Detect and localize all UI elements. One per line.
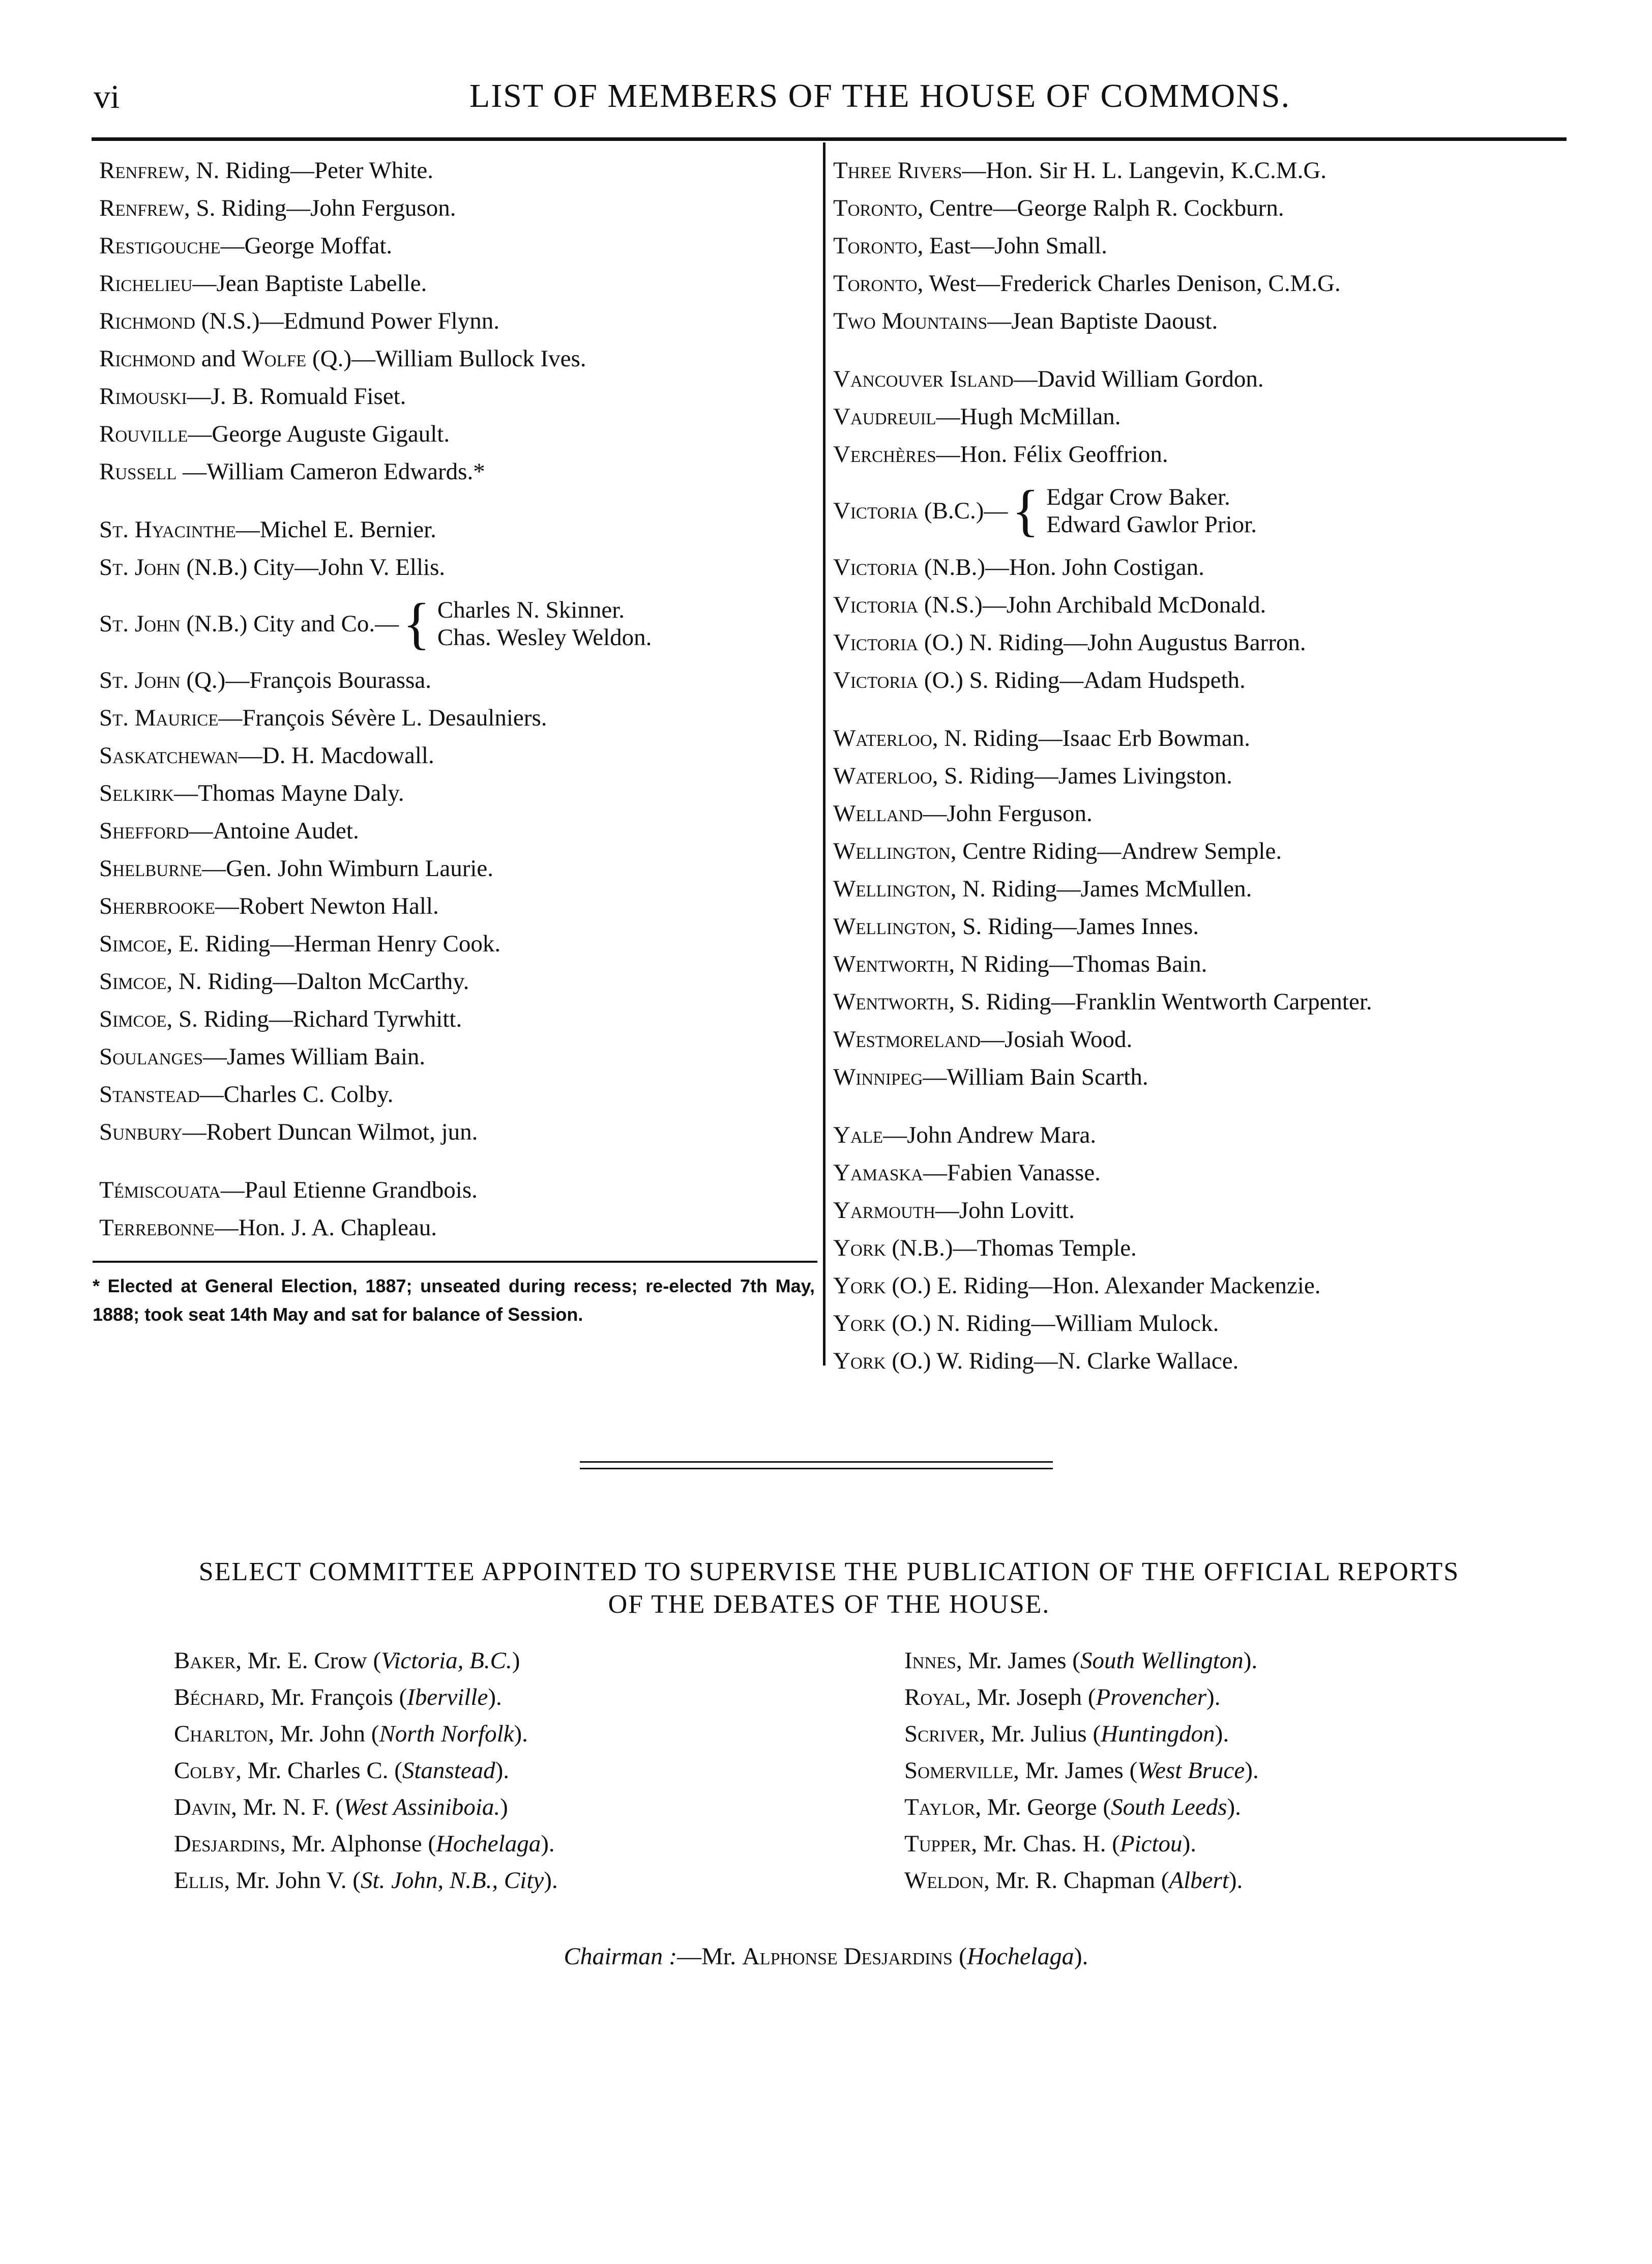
- member-entry: [833, 1342, 1566, 1380]
- constituency-name: Toronto: [833, 195, 918, 221]
- constituency-name: Yamaska: [833, 1159, 923, 1186]
- member-text: —George Auguste Gigault.: [188, 421, 450, 447]
- member-entry: [833, 302, 1566, 340]
- constituency-name: Wellington: [833, 838, 951, 864]
- member-entry: [99, 415, 811, 453]
- member-entry: [833, 152, 1566, 189]
- page-number: vi: [94, 78, 120, 115]
- member-text: —John Ferguson.: [923, 800, 1093, 827]
- committee-close: ).: [1243, 1647, 1258, 1674]
- committee-surname: Davin: [174, 1794, 231, 1820]
- member-text: (O.) S. Riding—Adam Hudspeth.: [918, 667, 1246, 693]
- committee-close: ).: [495, 1757, 510, 1784]
- constituency-name: St. John: [99, 667, 181, 693]
- member-entry: [99, 340, 811, 378]
- committee-left-column: [174, 1642, 835, 1899]
- constituency-name: Selkirk: [99, 780, 174, 806]
- member-text: , N. Riding—Dalton McCarthy.: [166, 968, 469, 995]
- member-entry: [833, 1116, 1566, 1154]
- member-text: —George Moffat.: [220, 233, 393, 259]
- member-entry: [99, 812, 811, 850]
- constituency-name: Richmond: [99, 308, 196, 334]
- committee-riding: Iberville: [407, 1684, 488, 1710]
- header-rule: [92, 137, 1567, 141]
- member-entry: [99, 887, 811, 925]
- member-text: (N.S.)—John Archibald McDonald.: [918, 592, 1266, 618]
- committee-surname: Béchard: [174, 1684, 259, 1710]
- member-text: —Hon. J. A. Chapleau.: [214, 1214, 437, 1241]
- committee-member: [904, 1679, 1566, 1716]
- member-entry: [99, 548, 811, 586]
- chairman-dash: —Mr.: [677, 1943, 743, 1970]
- constituency-name: Victoria: [833, 554, 919, 580]
- member-entry: [833, 586, 1566, 624]
- constituency-name: Simcoe: [99, 968, 167, 995]
- constituency-lead: [99, 610, 399, 637]
- constituency-name: St. Hyacinthe: [99, 516, 236, 543]
- footnote: * Elected at General Election, 1887; unseated during recess; re-elected 7th May, 1888; took seat 14th May and sat for balance of Session.: [93, 1275, 815, 1325]
- constituency-name: Shefford: [99, 818, 189, 844]
- constituency-name: Vancouver Island: [833, 366, 1014, 392]
- constituency-name: St. Maurice: [99, 705, 219, 731]
- committee-surname: Innes: [904, 1647, 956, 1674]
- committee-riding: Huntingdon: [1101, 1721, 1215, 1747]
- member-entry: [99, 189, 811, 227]
- member-text: —Hon. Félix Geoffrion.: [936, 441, 1168, 468]
- constituency-name: Rouville: [99, 421, 188, 447]
- member-entry: [99, 586, 811, 661]
- committee-member: [174, 1642, 835, 1679]
- committee-name-text: , Mr. Chas. H. (: [971, 1831, 1120, 1857]
- committee-name-text: , Mr. R. Chapman (: [984, 1867, 1169, 1894]
- committee-title: [92, 1556, 1567, 1621]
- constituency-name: Rimouski: [99, 383, 187, 410]
- member-entry: [99, 925, 811, 963]
- committee-member: [904, 1752, 1566, 1789]
- committee-riding: Hochelaga: [435, 1831, 541, 1857]
- constituency-name: York: [833, 1235, 886, 1261]
- member-text: , S. Riding—John Ferguson.: [184, 195, 456, 221]
- committee-surname: Charlton: [174, 1721, 269, 1747]
- member-entry: [833, 945, 1566, 983]
- constituency-name: York: [833, 1348, 886, 1374]
- committee-close: ).: [1245, 1757, 1259, 1784]
- member-text: , N. Riding—Peter White.: [184, 157, 433, 184]
- committee-surname: Colby: [174, 1757, 236, 1784]
- member-entry: [99, 453, 811, 490]
- member-text: (O.) E. Riding—Hon. Alexander Mackenzie.: [886, 1272, 1321, 1299]
- member-entry: [833, 189, 1566, 227]
- brace-glyph: {: [403, 592, 430, 655]
- member-entry: [99, 1113, 811, 1151]
- member-entry: [833, 1192, 1566, 1229]
- member-entry: [833, 870, 1566, 908]
- member-text: , West—Frederick Charles Denison, C.M.G.: [917, 270, 1341, 297]
- constituency-name: Wellington: [833, 913, 951, 940]
- paired-member-name: Chas. Wesley Weldon.: [437, 624, 652, 651]
- committee-close: ): [512, 1647, 520, 1674]
- committee-name-text: , Mr. James (: [1013, 1757, 1138, 1784]
- member-entry: [99, 963, 811, 1000]
- committee-name-text: , Mr. George (: [975, 1794, 1111, 1820]
- committee-riding: Albert: [1169, 1867, 1229, 1894]
- committee-riding: West Assiniboia.: [343, 1794, 500, 1820]
- constituency-name: Verchères: [833, 441, 936, 468]
- constituency-name: Toronto: [833, 270, 918, 297]
- constituency-name: York: [833, 1310, 886, 1337]
- member-entry: [833, 436, 1566, 473]
- member-text: , N Riding—Thomas Bain.: [949, 951, 1207, 977]
- member-entry: [833, 795, 1566, 832]
- committee-close: ).: [1227, 1794, 1241, 1820]
- committee-riding: Victoria, B.C.: [381, 1647, 512, 1674]
- member-text: , Centre Riding—Andrew Semple.: [950, 838, 1282, 864]
- constituency-name: Toronto: [833, 233, 918, 259]
- member-entry: [99, 774, 811, 812]
- constituency-name: Richmond: [99, 345, 196, 372]
- committee-riding: Pictou: [1119, 1831, 1183, 1857]
- constituency-name: St. John: [99, 554, 181, 580]
- chairman-label: Chairman :: [564, 1943, 677, 1970]
- member-text: , N. Riding—James McMullen.: [950, 876, 1252, 902]
- member-text: (O.) W. Riding—N. Clarke Wallace.: [886, 1348, 1239, 1374]
- committee-name-text: , Mr. John V. (: [224, 1867, 361, 1894]
- member-entry: [833, 1058, 1566, 1096]
- member-text: —John Andrew Mara.: [883, 1122, 1097, 1148]
- member-text: —Paul Etienne Grandbois.: [220, 1177, 478, 1203]
- member-text: —Thomas Mayne Daly.: [174, 780, 404, 806]
- member-text: —François Sévère L. Desaulniers.: [218, 705, 547, 731]
- committee-member: [904, 1789, 1566, 1825]
- constituency-name: Yale: [833, 1122, 883, 1148]
- constituency-name: Three Rivers: [833, 157, 962, 184]
- constituency-name: Waterloo: [833, 763, 932, 789]
- member-text: —David William Gordon.: [1013, 366, 1264, 392]
- committee-close: ).: [488, 1684, 502, 1710]
- committee-name-text: , Mr. Julius (: [979, 1721, 1101, 1747]
- paired-members: [1046, 483, 1257, 538]
- member-text: , Centre—George Ralph R. Cockburn.: [917, 195, 1284, 221]
- committee-riding: West Bruce: [1137, 1757, 1245, 1784]
- member-entry: [99, 737, 811, 774]
- member-text: —Josiah Wood.: [981, 1026, 1133, 1053]
- committee-name-text: , Mr. John (: [268, 1721, 379, 1747]
- member-text: (N.B.) City—John V. Ellis.: [180, 554, 446, 580]
- member-entry: [99, 661, 811, 699]
- member-text: —Jean Baptiste Labelle.: [192, 270, 427, 297]
- member-entry: [833, 548, 1566, 586]
- member-text: —Robert Newton Hall.: [215, 893, 439, 919]
- committee-member: [904, 1825, 1566, 1862]
- member-text: (N.B.) City and Co.—: [180, 611, 399, 637]
- committee-member: [174, 1862, 835, 1899]
- constituency-name: Restigouche: [99, 233, 221, 259]
- member-text: —Antoine Audet.: [189, 818, 359, 844]
- constituency-name: Richelieu: [99, 270, 193, 297]
- member-text: , East—John Small.: [917, 233, 1107, 259]
- member-entry: [99, 302, 811, 340]
- committee-surname: Baker: [174, 1647, 236, 1674]
- member-entry: [99, 850, 811, 887]
- member-entry: [99, 265, 811, 302]
- member-entry: [833, 983, 1566, 1021]
- member-entry: [833, 661, 1566, 699]
- constituency-name: York: [833, 1272, 886, 1299]
- member-entry: [99, 1038, 811, 1076]
- constituency-name: Simcoe: [99, 931, 167, 957]
- member-entry: [833, 1229, 1566, 1267]
- committee-name-text: , Mr. E. Crow (: [235, 1647, 381, 1674]
- member-text: —William Bain Scarth.: [923, 1064, 1148, 1090]
- page-title: LIST OF MEMBERS OF THE HOUSE OF COMMONS.: [469, 77, 1291, 114]
- member-text: —J. B. Romuald Fiset.: [187, 383, 406, 410]
- member-text: , S. Riding—James Livingston.: [932, 763, 1232, 789]
- constituency-name: Terrebonne: [99, 1214, 215, 1241]
- committee-close: ).: [1228, 1867, 1243, 1894]
- committee-name-text: , Mr. François (: [259, 1684, 407, 1710]
- member-text: —William Cameron Edwards.*: [176, 458, 485, 485]
- member-text: —Fabien Vanasse.: [923, 1159, 1101, 1186]
- member-text: —Hon. Sir H. L. Langevin, K.C.M.G.: [962, 157, 1327, 184]
- member-text: , S. Riding—Franklin Wentworth Carpenter.: [949, 989, 1372, 1015]
- paired-member-name: Edgar Crow Baker.: [1046, 484, 1230, 510]
- left-column-member-list: [99, 152, 811, 1246]
- committee-right-column: [904, 1642, 1566, 1899]
- member-entry: [99, 378, 811, 415]
- constituency-name: Saskatchewan: [99, 742, 239, 769]
- chairman-name: Alphonse Desjardins: [742, 1943, 953, 1970]
- committee-surname: Desjardins: [174, 1831, 280, 1857]
- member-entry: [833, 473, 1566, 548]
- constituency-name: Shelburne: [99, 855, 202, 882]
- member-text: , S. Riding—James Innes.: [950, 913, 1199, 940]
- committee-riding: Provencher: [1096, 1684, 1207, 1710]
- member-text: (Q.)—François Bourassa.: [180, 667, 432, 693]
- committee-close: ).: [1206, 1684, 1221, 1710]
- member-text: and: [195, 345, 242, 372]
- constituency-name: Victoria: [833, 629, 919, 656]
- committee-close: ).: [1215, 1721, 1229, 1747]
- paired-members: [437, 596, 652, 651]
- footnote-rule: [93, 1261, 817, 1263]
- constituency-name: Wellington: [833, 876, 951, 902]
- member-text: —Robert Duncan Wilmot, jun.: [182, 1119, 478, 1145]
- member-entry: [833, 360, 1566, 398]
- constituency-name: Sherbrooke: [99, 893, 215, 919]
- chairman-line: [0, 1938, 1652, 1975]
- member-text: , S. Riding—Richard Tyrwhitt.: [166, 1006, 462, 1032]
- column-divider: [823, 142, 825, 1366]
- committee-riding: South Wellington: [1080, 1647, 1244, 1674]
- brace-glyph: {: [1012, 479, 1040, 542]
- committee-member: [904, 1862, 1566, 1899]
- committee-name-text: , Mr. Charles C. (: [235, 1757, 402, 1784]
- member-text: (B.C.)—: [918, 498, 1008, 524]
- committee-member: [174, 1716, 835, 1752]
- member-entry: [833, 1267, 1566, 1304]
- member-entry: [99, 227, 811, 265]
- member-entry: [833, 757, 1566, 795]
- member-entry: [99, 1000, 811, 1038]
- committee-member: [174, 1825, 835, 1862]
- constituency-name: Stanstead: [99, 1081, 200, 1108]
- member-entry: [833, 265, 1566, 302]
- committee-close: ).: [541, 1831, 555, 1857]
- constituency-name: Waterloo: [833, 725, 932, 751]
- constituency-name: Victoria: [833, 667, 919, 693]
- member-text: —Jean Baptiste Daoust.: [987, 308, 1218, 334]
- member-text: , N. Riding—Isaac Erb Bowman.: [932, 725, 1250, 751]
- member-entry: [99, 511, 811, 548]
- committee-surname: Somerville: [904, 1757, 1014, 1784]
- member-entry: [833, 624, 1566, 661]
- constituency-name: Winnipeg: [833, 1064, 923, 1090]
- constituency-name: Vaudreuil: [833, 403, 936, 430]
- constituency-name: Wolfe: [242, 345, 307, 372]
- committee-name-text: , Mr. James (: [956, 1647, 1080, 1674]
- right-column-member-list: [833, 152, 1566, 1380]
- chairman-close: ).: [1074, 1943, 1088, 1970]
- committee-riding: South Leeds: [1111, 1794, 1227, 1820]
- constituency-name: Simcoe: [99, 1006, 167, 1032]
- constituency-name: Victoria: [833, 498, 919, 524]
- member-text: —D. H. Macdowall.: [238, 742, 434, 769]
- committee-riding: North Norfolk: [379, 1721, 514, 1747]
- constituency-lead: [833, 497, 1008, 525]
- committee-surname: Weldon: [904, 1867, 984, 1894]
- member-entry: [833, 1304, 1566, 1342]
- member-entry: [99, 1209, 811, 1246]
- constituency-name: St. John: [99, 611, 181, 637]
- member-text: —Gen. John Wimburn Laurie.: [202, 855, 494, 882]
- member-entry: [833, 908, 1566, 945]
- constituency-name: Renfrew: [99, 157, 185, 184]
- committee-member: [904, 1642, 1566, 1679]
- constituency-name: Wentworth: [833, 951, 949, 977]
- committee-surname: Ellis: [174, 1867, 224, 1894]
- committee-close: ).: [544, 1867, 558, 1894]
- member-text: (Q.)—William Bullock Ives.: [306, 345, 586, 372]
- committee-close: ).: [514, 1721, 528, 1747]
- section-double-rule: [580, 1461, 1053, 1469]
- paired-member-name: Edward Gawlor Prior.: [1046, 511, 1257, 538]
- constituency-name: Témiscouata: [99, 1177, 221, 1203]
- member-entry: [99, 699, 811, 737]
- constituency-name: Westmoreland: [833, 1026, 981, 1053]
- constituency-name: Sunbury: [99, 1119, 183, 1145]
- committee-member: [904, 1716, 1566, 1752]
- committee-riding: Stanstead: [402, 1757, 495, 1784]
- paired-member-name: Charles N. Skinner.: [437, 597, 625, 623]
- committee-title-line-2: OF THE DEBATES OF THE HOUSE.: [608, 1590, 1050, 1619]
- member-text: —Michel E. Bernier.: [235, 516, 436, 543]
- chairman-open: (: [952, 1943, 967, 1970]
- committee-name-text: , Mr. N. F. (: [231, 1794, 343, 1820]
- member-text: (N.B.)—Hon. John Costigan.: [918, 554, 1204, 580]
- member-text: , E. Riding—Herman Henry Cook.: [166, 931, 501, 957]
- member-entry: [833, 832, 1566, 870]
- member-text: —James William Bain.: [202, 1043, 426, 1070]
- member-entry: [99, 152, 811, 189]
- member-text: (N.S.)—Edmund Power Flynn.: [195, 308, 499, 334]
- member-text: (N.B.)—Thomas Temple.: [886, 1235, 1137, 1261]
- committee-member: [174, 1789, 835, 1825]
- member-text: —Charles C. Colby.: [199, 1081, 394, 1108]
- constituency-name: Yarmouth: [833, 1197, 935, 1224]
- constituency-name: Wentworth: [833, 989, 949, 1015]
- committee-member: [174, 1679, 835, 1716]
- constituency-name: Russell: [99, 458, 177, 485]
- member-entry: [833, 398, 1566, 436]
- member-text: —John Lovitt.: [935, 1197, 1075, 1224]
- member-entry: [833, 227, 1566, 265]
- constituency-name: Soulanges: [99, 1043, 203, 1070]
- committee-close: ).: [1182, 1831, 1196, 1857]
- committee-member: [174, 1752, 835, 1789]
- committee-surname: Scriver: [904, 1721, 980, 1747]
- member-text: (O.) N. Riding—John Augustus Barron.: [918, 629, 1306, 656]
- constituency-name: Two Mountains: [833, 308, 988, 334]
- committee-surname: Royal: [904, 1684, 965, 1710]
- member-entry: [99, 1171, 811, 1209]
- committee-riding: St. John, N.B., City: [360, 1867, 544, 1894]
- member-text: (O.) N. Riding—William Mulock.: [886, 1310, 1219, 1337]
- committee-close: ): [500, 1794, 508, 1820]
- committee-surname: Taylor: [904, 1794, 976, 1820]
- constituency-name: Welland: [833, 800, 923, 827]
- member-entry: [833, 719, 1566, 757]
- member-text: —Hugh McMillan.: [936, 403, 1121, 430]
- member-entry: [833, 1154, 1566, 1192]
- committee-title-line-1: SELECT COMMITTEE APPOINTED TO SUPERVISE THE PUBLICATION OF THE OFFICIAL REPORTS: [198, 1557, 1460, 1586]
- constituency-name: Renfrew: [99, 195, 185, 221]
- member-entry: [99, 1076, 811, 1113]
- constituency-name: Victoria: [833, 592, 919, 618]
- member-entry: [833, 1021, 1566, 1058]
- committee-name-text: , Mr. Alphonse (: [280, 1831, 436, 1857]
- committee-surname: Tupper: [904, 1831, 971, 1857]
- chairman-riding: Hochelaga: [966, 1943, 1074, 1970]
- committee-name-text: , Mr. Joseph (: [965, 1684, 1096, 1710]
